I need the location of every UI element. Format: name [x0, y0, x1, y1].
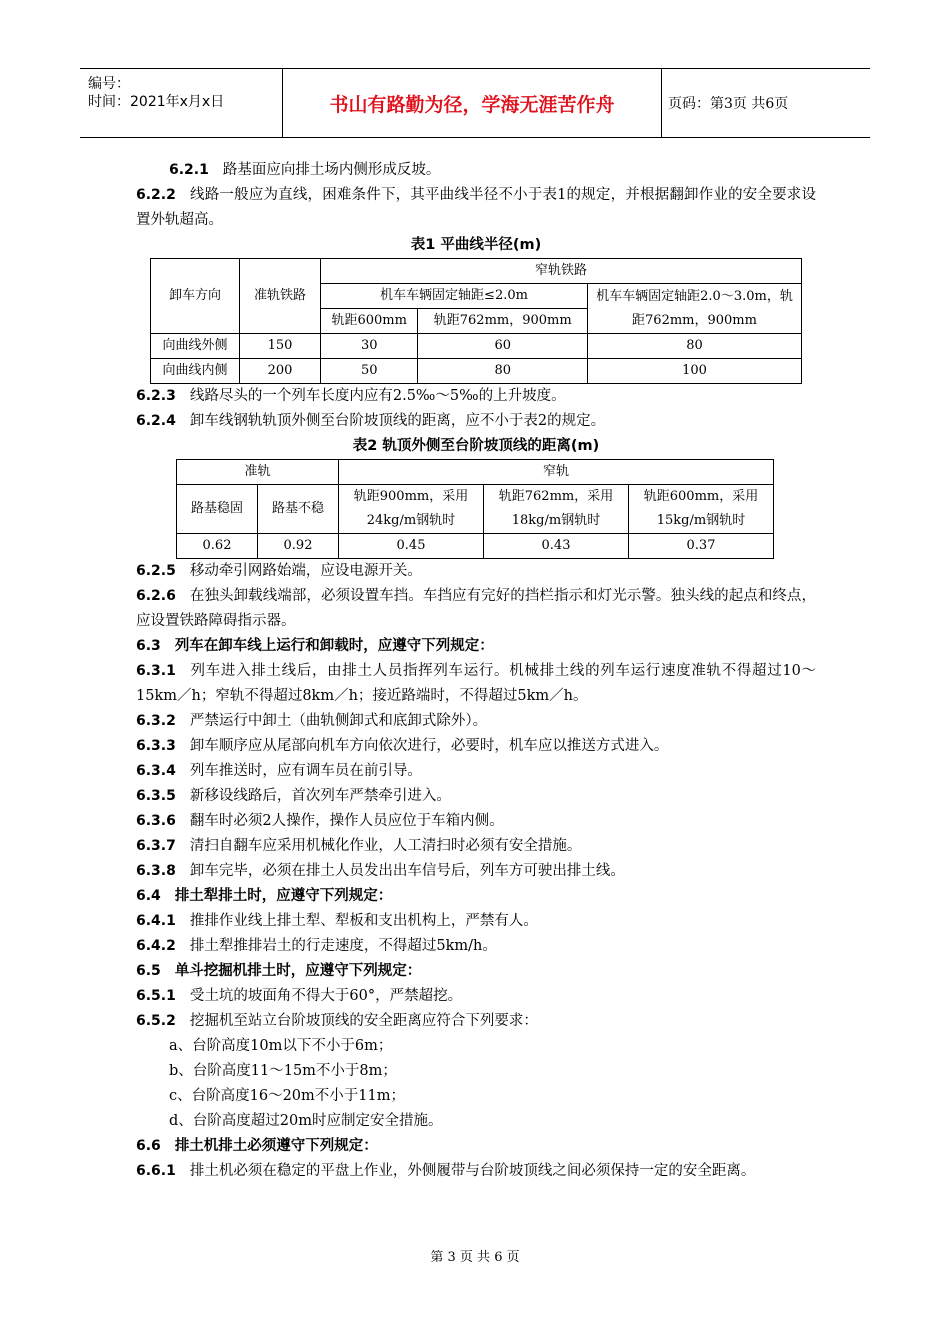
clause-6-3-5: 6.3.5 新移设线路后，首次列车严禁牵引进入。	[136, 788, 451, 804]
table1-header-standard: 准轨铁路	[240, 259, 321, 334]
clause-6-2-2: 6.2.2 线路一般应为直线，困难条件下，其平曲线半径不小于表1的规定，并根据翻卸作业的安全要求设置外轨超高。	[136, 187, 816, 228]
table-row: 向曲线外侧 150 30 60 80	[151, 334, 802, 359]
clause-6-5-2: 6.5.2 挖掘机至站立台阶坡顶线的安全距离应符合下列要求：	[136, 1013, 538, 1029]
page-header	[80, 68, 870, 138]
clause-6-5-1: 6.5.1 受土坑的坡面角不得大于60°，严禁超挖。	[136, 988, 463, 1004]
clause-6-3-3: 6.3.3 卸车顺序应从尾部向机车方向依次进行，必要时，机车应以推送方式进入。	[136, 738, 669, 754]
table2-header-n1: 轨距900mm，采用24kg/m钢轨时	[339, 485, 484, 534]
clause-6-4-2: 6.4.2 排土犁推排岩土的行走速度，不得超过5km/h。	[136, 938, 497, 954]
clause-6-3-7: 6.3.7 清扫自翻车应采用机械化作业，人工清扫时必须有安全措施。	[136, 838, 582, 854]
clause-6-3-2: 6.3.2 严禁运行中卸土（曲轨侧卸式和底卸式除外）。	[136, 713, 488, 729]
clause-6-2-3: 6.2.3 线路尽头的一个列车长度内应有2.5‰～5‰的上升坡度。	[136, 388, 566, 404]
clause-6-3-8: 6.3.8 卸车完毕，必须在排土人员发出出车信号后，列车方可驶出排土线。	[136, 863, 625, 879]
clause-6-2-1: 6.2.1 路基面应向排土场内侧形成反坡。	[169, 162, 441, 178]
table2-header-unstable: 路基不稳	[258, 485, 339, 534]
doc-number: 编号：	[88, 76, 130, 92]
table2-caption: 表2 轨顶外侧至台阶坡顶线的距离(m)	[352, 438, 600, 454]
table2-header-standard: 准轨	[177, 460, 339, 485]
table1-header-narrow: 窄轨铁路	[321, 259, 802, 284]
table1	[150, 258, 802, 384]
table2-header-n3: 轨距600mm，采用15kg/m钢轨时	[629, 485, 774, 534]
table1-header-gauge600: 轨距600mm	[321, 309, 418, 334]
doc-date: 时间：2021年x月x日	[88, 94, 225, 110]
clause-6-3-4: 6.3.4 列车推送时，应有调车员在前引导。	[136, 763, 422, 779]
clause-6-6-1: 6.6.1 排土机必须在稳定的平盘上作业，外侧履带与台阶坡顶线之间必须保持一定的安全距离。	[136, 1163, 756, 1179]
clause-6-2-5: 6.2.5 移动牵引网路始端，应设电源开关。	[136, 563, 422, 579]
section-6-5-heading: 6.5 单斗挖掘机排土时，应遵守下列规定：	[136, 963, 422, 979]
table2-header-narrow: 窄轨	[339, 460, 774, 485]
clause-6-3-6: 6.3.6 翻车时必须2人操作，操作人员应位于车箱内侧。	[136, 813, 504, 829]
table1-header-sub2: 机车车辆固定轴距2.0～3.0m，轨距762mm，900mm	[588, 284, 802, 334]
table1-header-sub1: 机车车辆固定轴距≤2.0m	[321, 284, 588, 309]
table-row: 0.62 0.92 0.45 0.43 0.37	[177, 534, 774, 559]
document-body	[136, 158, 816, 1184]
header-page-number: 页码：第3页 共6页	[668, 96, 789, 112]
list-item: b、台阶高度11～15m不小于8m；	[169, 1063, 397, 1079]
header-meta	[80, 69, 283, 137]
table-row: 向曲线内侧 200 50 80 100	[151, 359, 802, 384]
table2	[176, 459, 774, 559]
table1-header-direction: 卸车方向	[151, 259, 240, 334]
list-item: c、台阶高度16～20m不小于11m；	[169, 1088, 405, 1104]
clause-6-4-1: 6.4.1 推排作业线上排土犁、犁板和支出机构上，严禁有人。	[136, 913, 538, 929]
list-item: a、台阶高度10m以下不小于6m；	[169, 1038, 393, 1054]
header-motto: 书山有路勤为径，学海无涯苦作舟	[283, 69, 662, 137]
table1-header-gauge762: 轨距762mm，900mm	[418, 309, 588, 334]
clause-6-2-4: 6.2.4 卸车线钢轨轨顶外侧至台阶坡顶线的距离，应不小于表2的规定。	[136, 413, 606, 429]
page-footer: 第 3 页 共 6 页	[430, 1250, 520, 1265]
table1-caption: 表1 平曲线半径(m)	[410, 237, 542, 253]
section-6-6-heading: 6.6 排土机排土必须遵守下列规定：	[136, 1138, 378, 1154]
table2-header-n2: 轨距762mm，采用18kg/m钢轨时	[484, 485, 629, 534]
list-item: d、台阶高度超过20m时应制定安全措施。	[169, 1113, 443, 1129]
clause-6-3-1: 6.3.1 列车进入排土线后，由排土人员指挥列车运行。机械排土线的列车运行速度准轨不得超过10～15km／h；窄轨不得超过8km／h；接近路端时，不得超过5km／h。	[136, 663, 816, 704]
clause-6-2-6: 6.2.6 在独头卸载线端部，必须设置车挡。车挡应有完好的挡栏指示和灯光示警。独头线的起点和终点，应设置铁路障碍指示器。	[136, 588, 816, 629]
section-6-3-heading: 6.3 列车在卸车线上运行和卸载时，应遵守下列规定：	[136, 638, 494, 654]
section-6-4-heading: 6.4 排土犁排土时，应遵守下列规定：	[136, 888, 393, 904]
table2-header-stable: 路基稳固	[177, 485, 258, 534]
